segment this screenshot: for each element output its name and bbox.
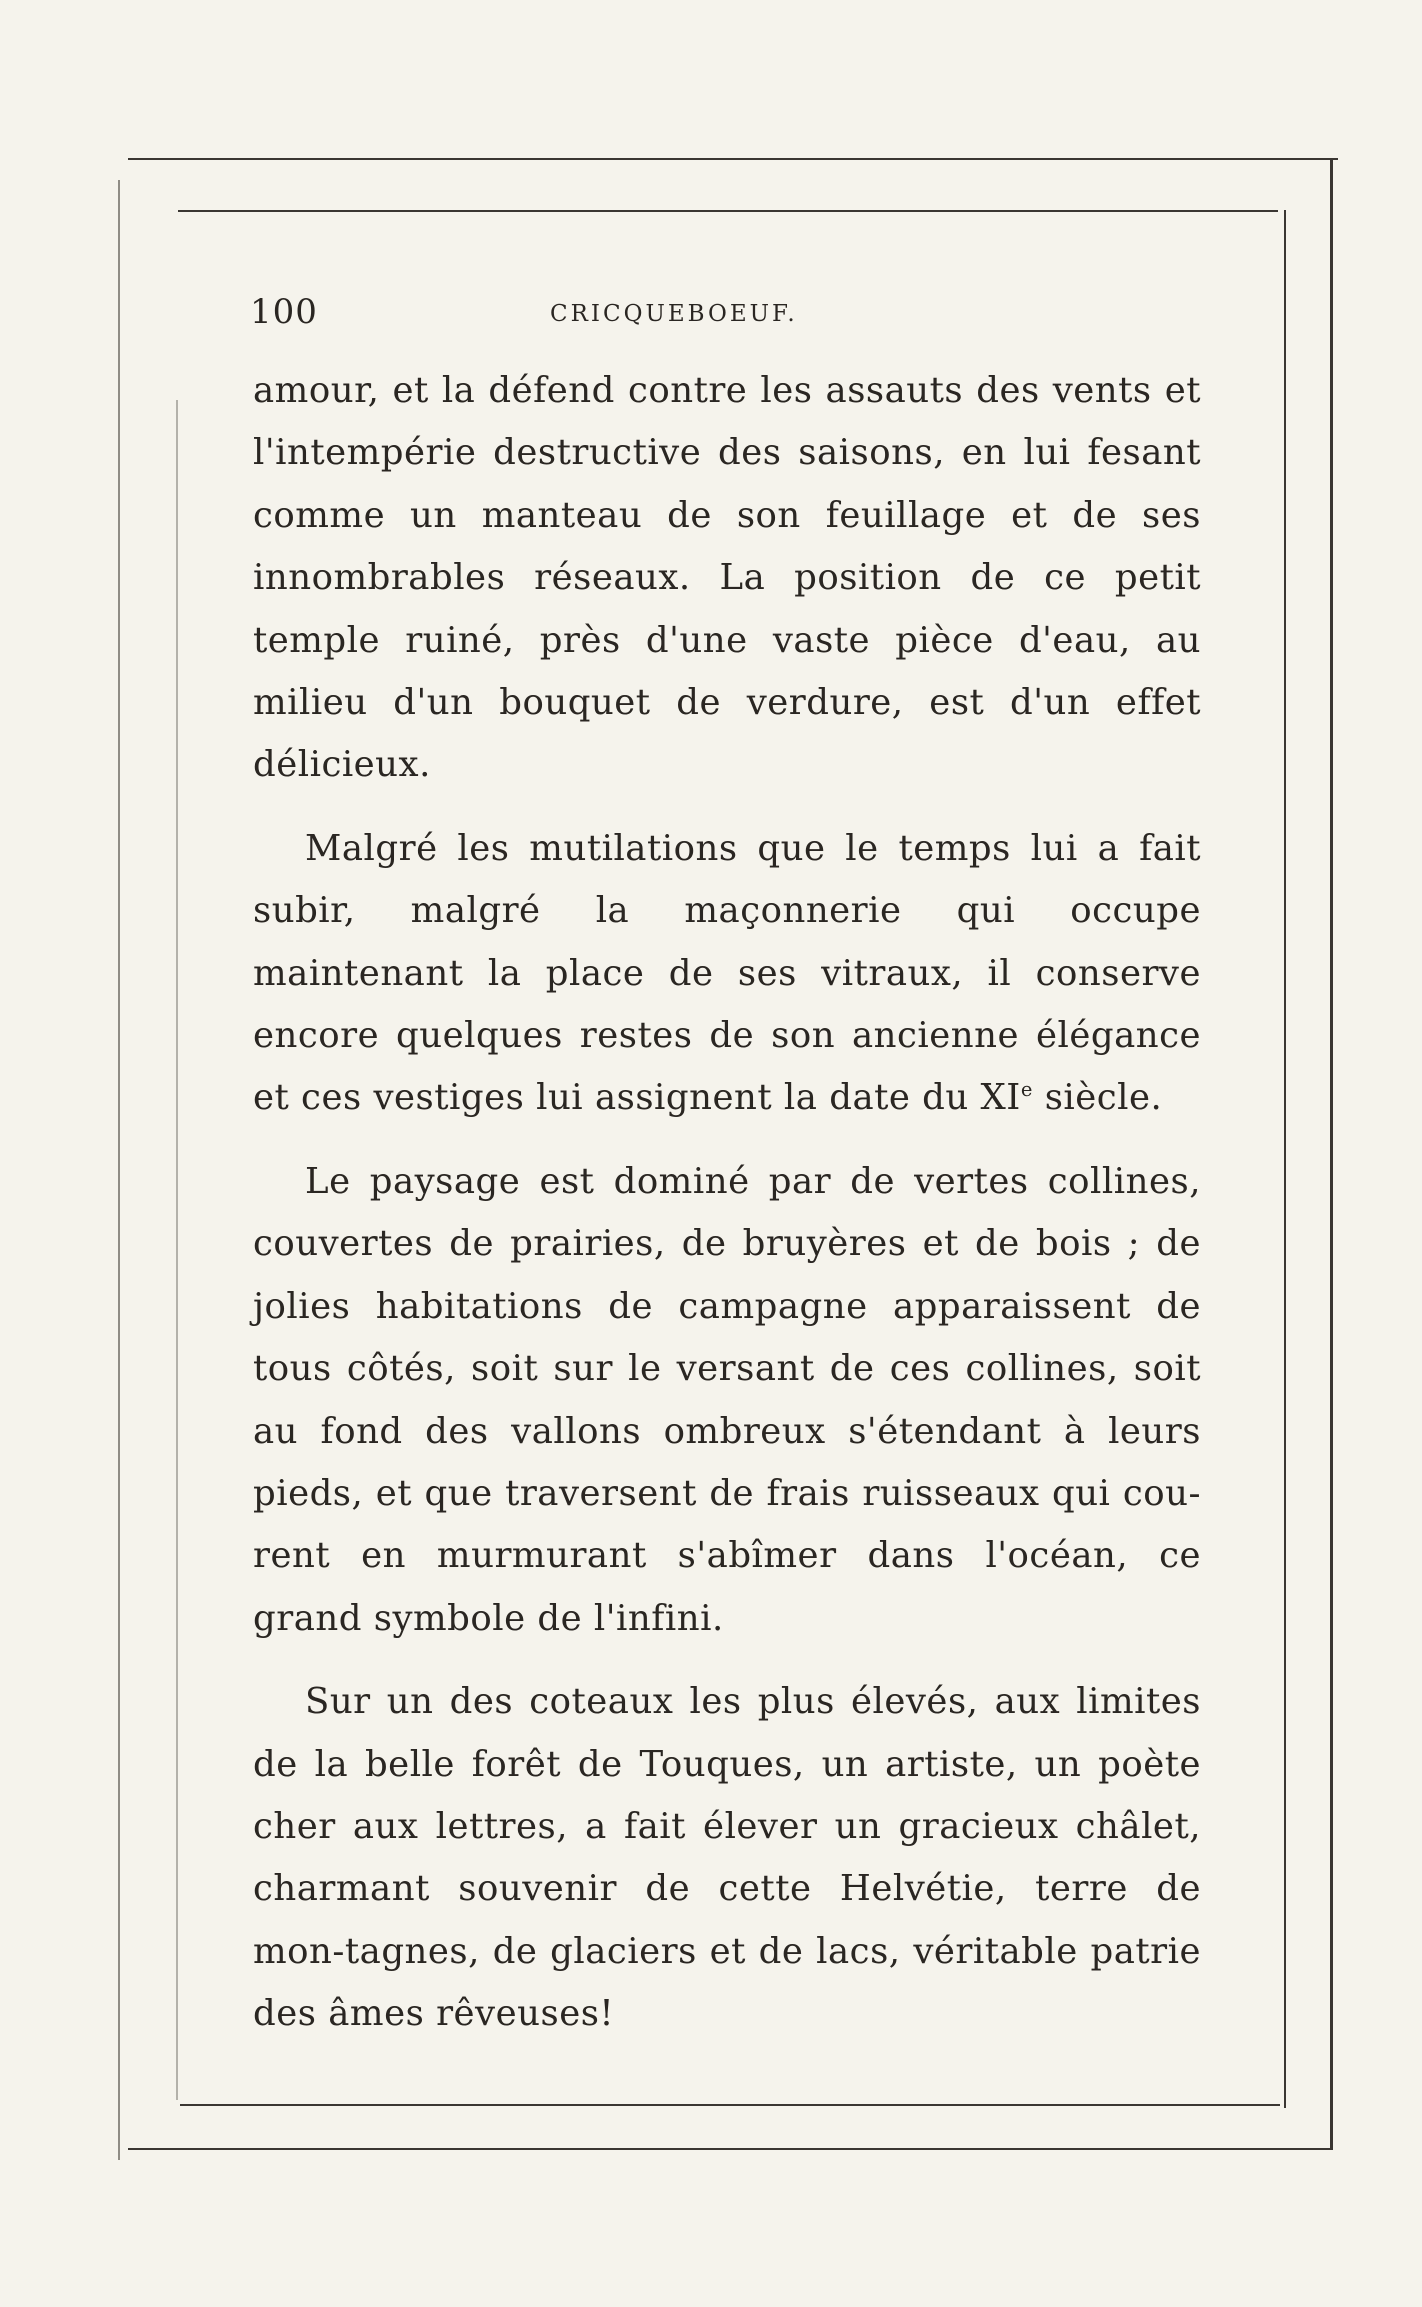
page-header: [250, 290, 1210, 334]
inner-top-rule: [178, 210, 1278, 212]
inner-bottom-rule: [180, 2104, 1280, 2106]
paragraph-3: Le paysage est dominé par de vertes collines, couvertes de prairies, de bruyères et de bois ; de jolies habitations de campagne apparaissent de tous côtés, soit sur le versant de ces collines, soit au fond des vallons ombreux s'étendant à leurs pieds, et que traversent de frais ruisseaux qui cou-rent en murmurant s'abîmer dans l'océan, ce grand symbole de l'infini.: [253, 1160, 1201, 1639]
outer-top-rule: [128, 158, 1338, 160]
running-title: CRICQUEBOEUF.: [550, 301, 798, 327]
paragraph-2: Malgré les mutilations que le temps lui a fait subir, malgré la maçonnerie qui occupe maintenant la place de ses vitraux, il conserve encore quelques restes de son ancienne élégance et ces vestiges lui assignent la date du XIe siècle.: [253, 827, 1201, 1119]
body-text: [253, 360, 1201, 2046]
page-number: 100: [250, 292, 318, 332]
outer-bottom-rule: [128, 2148, 1333, 2150]
century-superscript: e: [1020, 1078, 1033, 1102]
paragraph-4: Sur un des coteaux les plus élevés, aux limites de la belle forêt de Touques, un artiste, un poète cher aux lettres, a fait élever un gracieux châlet, charmant souvenir de cette Helvétie, terre de mon-tagnes, de glaciers et de lacs, véritable patrie des âmes rêveuses!: [253, 1681, 1201, 2035]
paragraph-1: amour, et la défend contre les assauts des vents et l'intempérie destructive des saisons, en lui fesant comme un manteau de son feuillage et de ses innombrables réseaux. La position de ce petit temple ruiné, près d'une vaste pièce d'eau, au milieu d'un bouquet de verdure, est d'un effet délicieux.: [253, 370, 1201, 786]
outer-right-rule: [1330, 160, 1333, 2150]
inner-right-rule: [1284, 210, 1286, 2108]
inner-left-rule: [176, 400, 178, 2100]
outer-left-rule: [118, 180, 120, 2160]
